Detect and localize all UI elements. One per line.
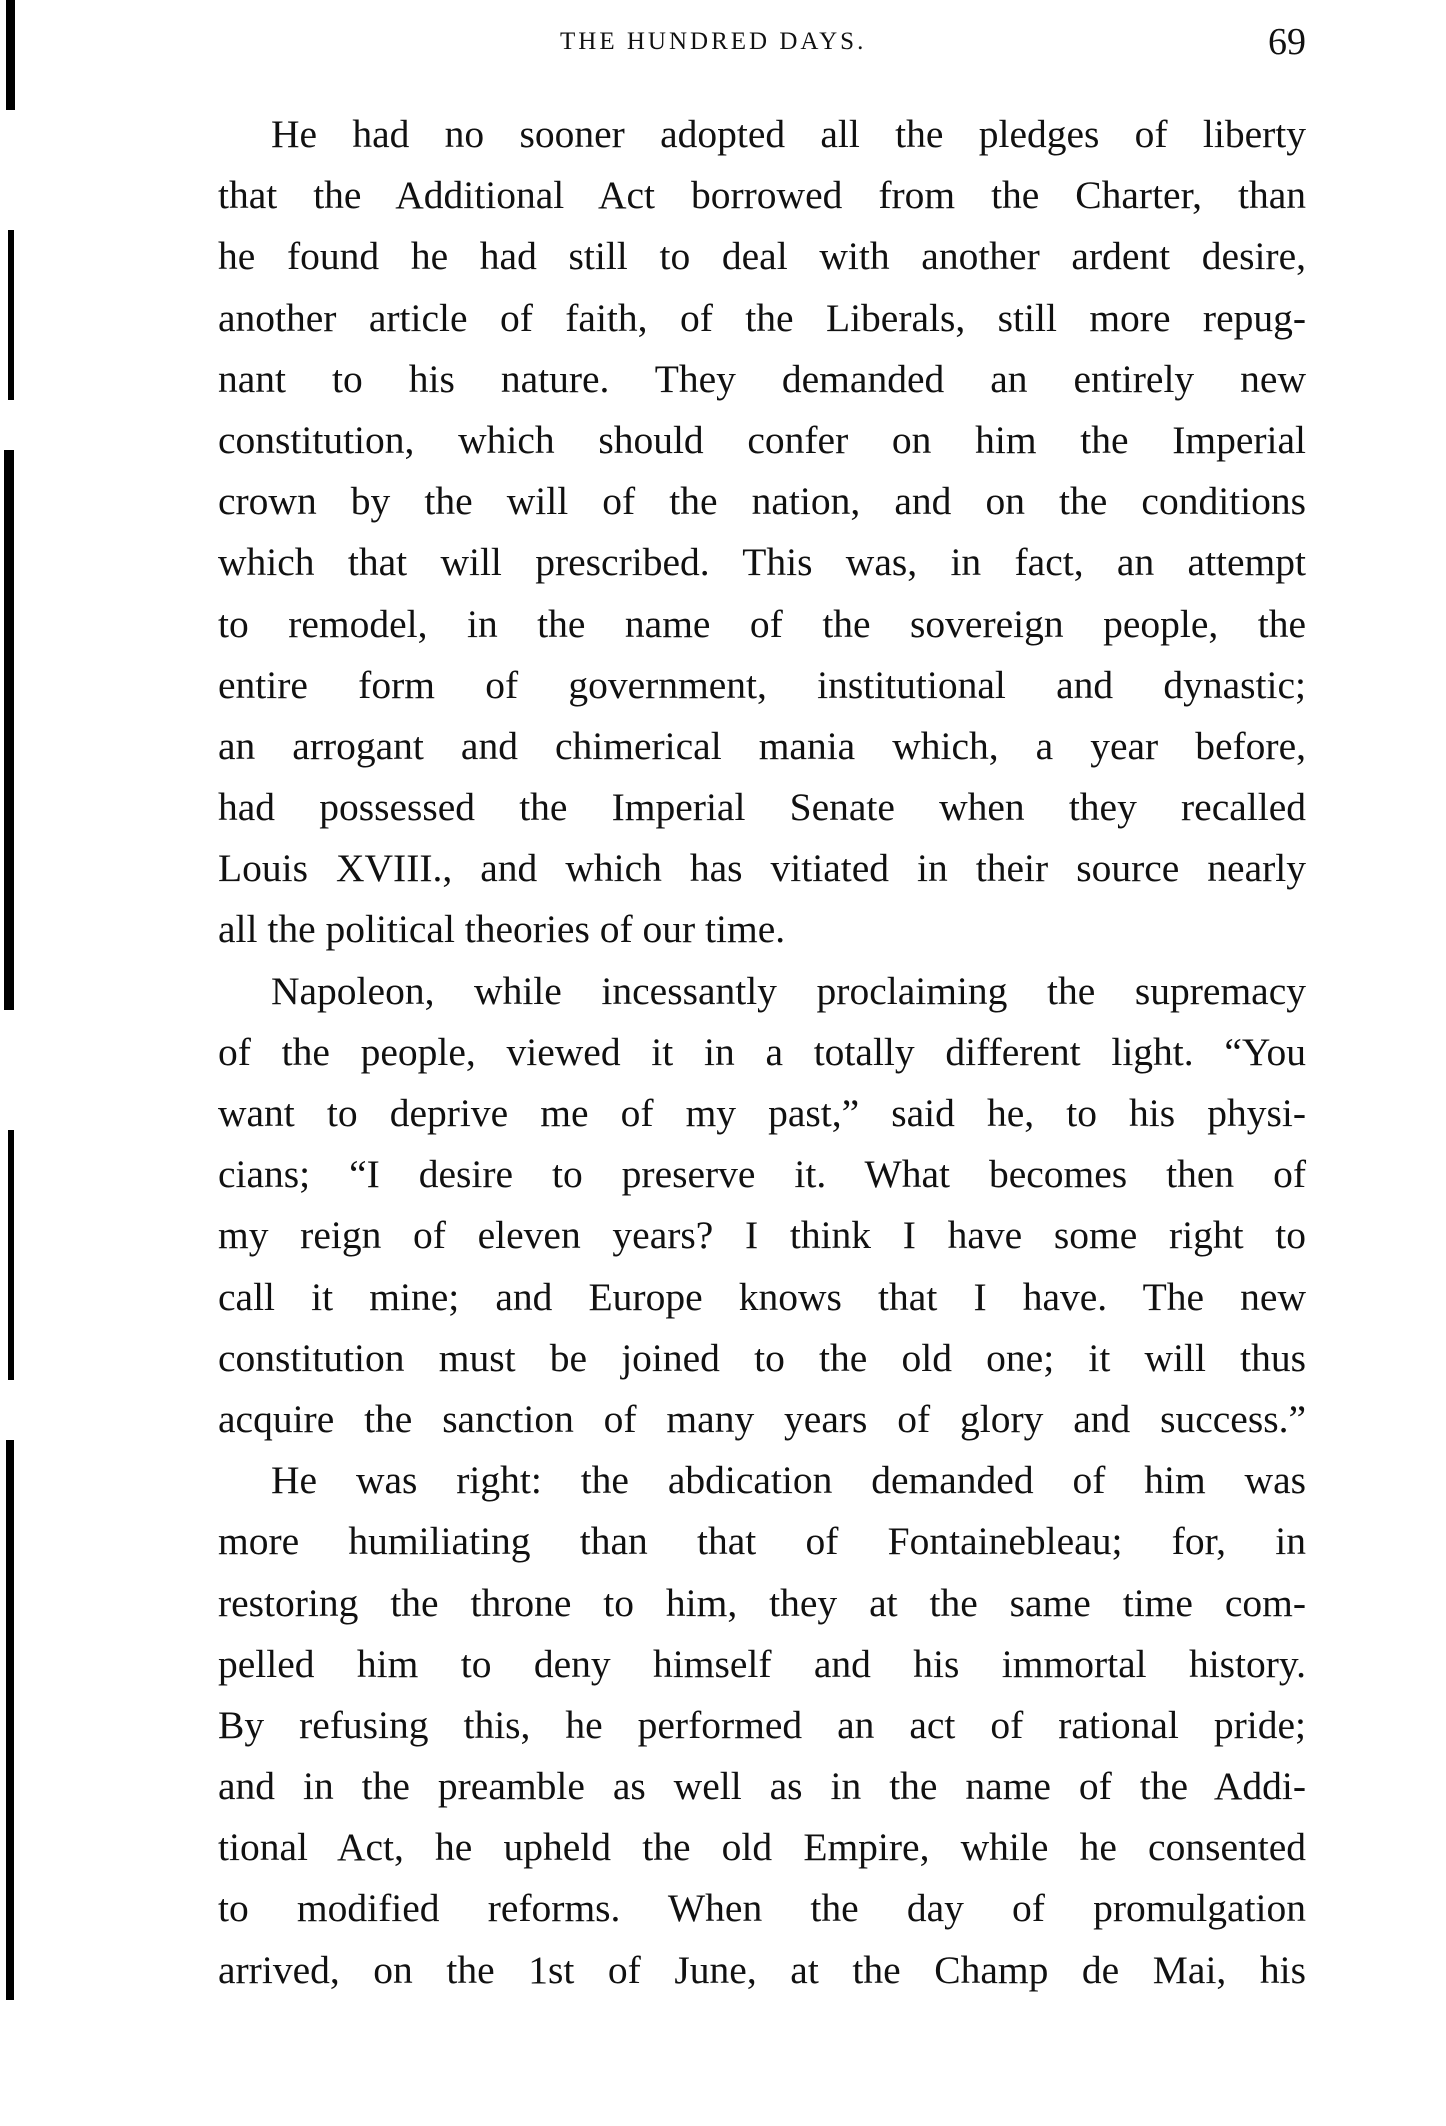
text-line: arrived, on the 1st of June, at the Champ de Mai, his: [218, 1947, 1306, 1992]
text-line: By refusing this, he performed an act of rational pride;: [218, 1702, 1306, 1747]
text-line: more humiliating than that of Fontainebleau; for, in: [218, 1519, 1306, 1564]
text-line: Napoleon, while incessantly proclaiming the supremacy: [271, 968, 1306, 1013]
text-line: all the political theories of our time.: [218, 907, 786, 952]
text-line: He was right: the abdication demanded of him was: [271, 1458, 1306, 1503]
text-line: had possessed the Imperial Senate when they recalled: [218, 785, 1306, 830]
text-line: crown by the will of the nation, and on the conditions: [218, 479, 1306, 524]
text-line: entire form of government, institutional and dynastic;: [218, 662, 1306, 707]
page-binding-edge: [0, 0, 30, 2126]
page-header: [0, 22, 1446, 72]
text-line: He had no sooner adopted all the pledges of liberty: [271, 112, 1306, 156]
text-line: pelled him to deny himself and his immortal history.: [218, 1641, 1306, 1686]
text-line: nant to his nature. They demanded an entirely new: [218, 356, 1306, 401]
text-line: which that will prescribed. This was, in fact, an attempt: [218, 540, 1306, 585]
text-line: constitution must be joined to the old one; it will thus: [218, 1335, 1306, 1380]
text-line: my reign of eleven years? I think I have some right to: [218, 1213, 1306, 1258]
text-line: Louis XVIII., and which has vitiated in their source nearly: [218, 846, 1306, 891]
text-line: want to deprive me of my past,” said he, to his physi-: [218, 1091, 1306, 1135]
text-line: to remodel, in the name of the sovereign people, the: [218, 601, 1306, 646]
paragraph: [218, 961, 1306, 1451]
text-line: and in the preamble as well as in the name of the Addi-: [218, 1764, 1306, 1809]
page-number: 69: [1268, 21, 1306, 63]
page-body: [218, 104, 1306, 2001]
text-line: that the Additional Act borrowed from the Charter, than: [218, 173, 1306, 218]
running-title: THE HUNDRED DAYS.: [560, 28, 867, 55]
text-line: constitution, which should confer on him the Imperial: [218, 417, 1306, 462]
text-line: another article of faith, of the Liberals, still more repug-: [218, 295, 1306, 340]
text-line: call it mine; and Europe knows that I have. The new: [218, 1274, 1306, 1319]
text-line: tional Act, he upheld the old Empire, while he consented: [218, 1825, 1306, 1870]
text-line: of the people, viewed it in a totally different light. “You: [218, 1029, 1306, 1074]
text-line: cians; “I desire to preserve it. What becomes then of: [218, 1152, 1306, 1197]
text-line: an arrogant and chimerical mania which, a year before,: [218, 723, 1306, 768]
text-line: he found he had still to deal with another ardent desire,: [218, 234, 1306, 279]
text-line: acquire the sanction of many years of glory and success.”: [218, 1396, 1306, 1441]
paragraph: [218, 104, 1306, 961]
text-line: to modified reforms. When the day of promulgation: [218, 1886, 1306, 1931]
text-line: restoring the throne to him, they at the same time com-: [218, 1580, 1306, 1625]
paragraph: [218, 1450, 1306, 2001]
